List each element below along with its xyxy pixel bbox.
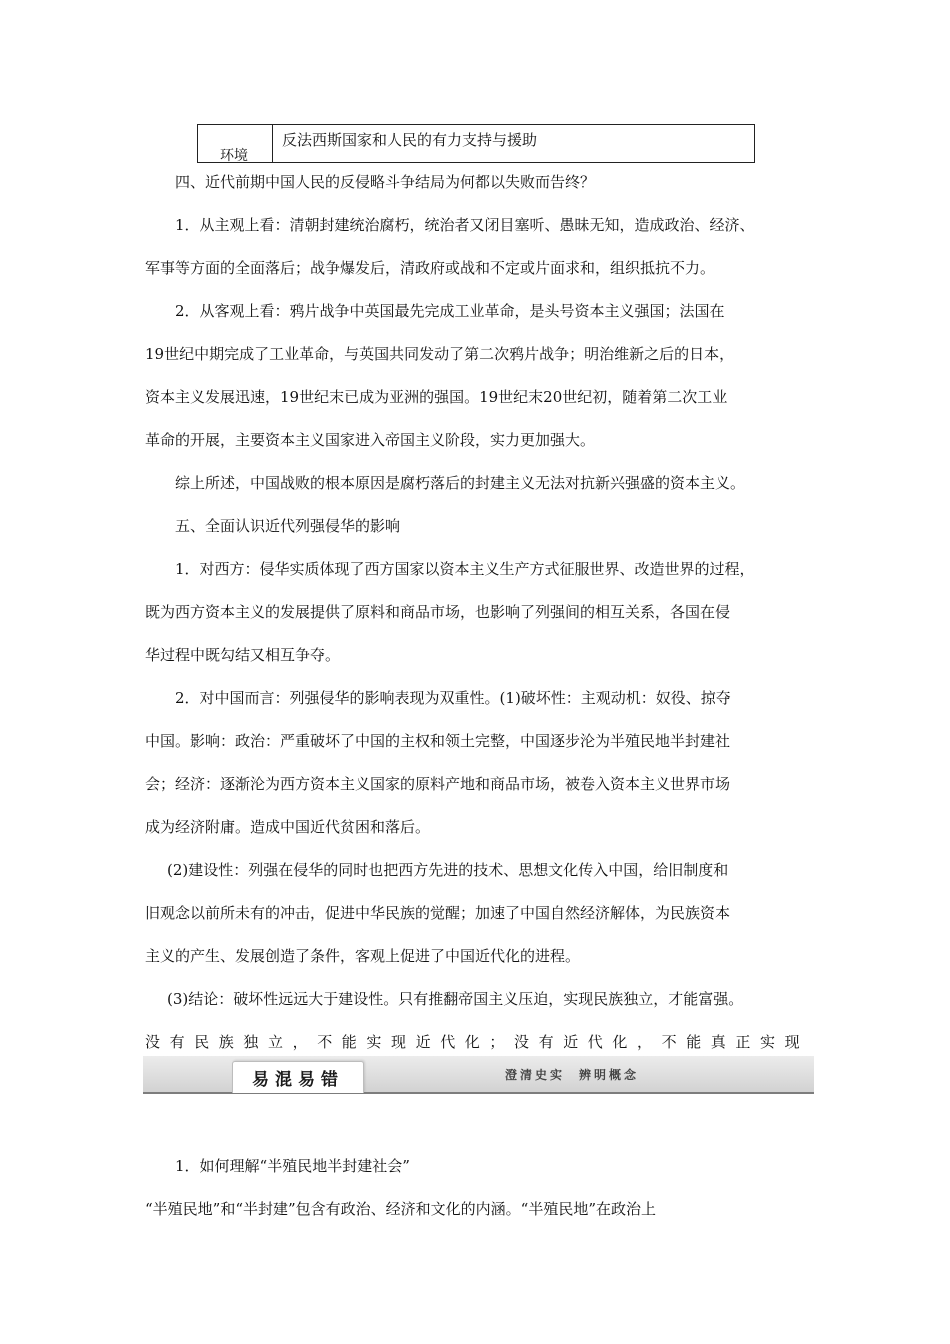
paragraph-line: (2)建设性：列强在侵华的同时也把西方先进的技术、思想文化传入中国，给旧制度和 [167,861,729,879]
paragraph-line: 会；经济：逐渐沦为西方资本主义国家的原料产地和商品市场，被卷入资本主义世界市场 [145,775,731,793]
paragraph-line: 2．对中国而言：列强侵华的影响表现为双重性。(1)破坏性：主观动机：奴役、掠夺 [175,689,731,707]
paragraph-line: 主义的产生、发展创造了条件，客观上促进了中国近代化的进程。 [145,947,581,965]
table-cell-label-text: 环境 [220,148,248,164]
paragraph-line: (3)结论：破坏性远远大于建设性。只有推翻帝国主义压迫，实现民族独立，才能富强。 [167,990,744,1008]
banner-subtitle-1: 澄清史实 [505,1068,566,1082]
footer-text [145,1145,815,1231]
paragraph-line: 成为经济附庸。造成中国近代贫困和落后。 [145,818,431,836]
paragraph-line: 军事等方面的全面落后；战争爆发后，清政府或战和不定或片面求和，组织抵抗不力。 [145,259,716,277]
paragraph-line: 19世纪中期完成了工业革命，与英国共同发动了第二次鸦片战争；明治维新之后的日本， [145,345,735,363]
paragraph-line: 2．从客观上看：鸦片战争中英国最先完成工业革命，是头号资本主义强国；法国在 [175,302,725,320]
paragraph-line: 资本主义发展迅速，19世纪末已成为亚洲的强国。19世纪末20世纪初，随着第二次工业 [145,388,728,406]
banner-title: 易混易错 [232,1061,364,1093]
paragraph-line: 既为西方资本主义的发展提供了原料和商品市场，也影响了列强间的相互关系，各国在侵 [145,603,731,621]
paragraph-line: 华过程中既勾结又相互争夺。 [145,646,341,664]
banner-subtitle-2: 辨明概念 [579,1068,640,1082]
question-heading: 1．如何理解“半殖民地半封建社会” [175,1157,410,1175]
section-banner [143,1056,814,1094]
section-heading-4: 四、近代前期中国人民的反侵略斗争结局为何都以失败而告终？ [175,173,596,191]
body-text [145,161,815,1107]
section-heading-5: 五、全面认识近代列强侵华的影响 [175,517,401,535]
paragraph-line: 1．从主观上看：清朝封建统治腐朽，统治者又闭目塞听、愚昧无知，造成政治、经济、 [175,216,755,234]
paragraph-line: 综上所述，中国战败的根本原因是腐朽落后的封建主义无法对抗新兴强盛的资本主义。 [175,474,746,492]
paragraph-line: “半殖民地”和“半封建”包含有政治、经济和文化的内涵。“半殖民地”在政治上 [145,1200,657,1218]
table-fragment [197,124,755,163]
table-cell-content: 反法西斯国家和人民的有力支持与援助 [282,131,538,149]
paragraph-line: 旧观念以前所未有的冲击，促进中华民族的觉醒；加速了中国自然经济解体，为民族资本 [145,904,731,922]
paragraph-line: 革命的开展，主要资本主义国家进入帝国主义阶段，实力更加强大。 [145,431,596,449]
paragraph-line: 1．对西方：侵华实质体现了西方国家以资本主义生产方式征服世界、改造世界的过程， [175,560,755,578]
paragraph-line: 中国。影响：政治：严重破坏了中国的主权和领土完整，中国逐步沦为半殖民地半封建社 [145,732,731,750]
banner-subtitle [505,1066,653,1083]
table-cell-label [198,125,273,162]
paragraph-line: 没有民族独立，不能实现近代化；没有近代化，不能真正实现 [145,1033,810,1051]
